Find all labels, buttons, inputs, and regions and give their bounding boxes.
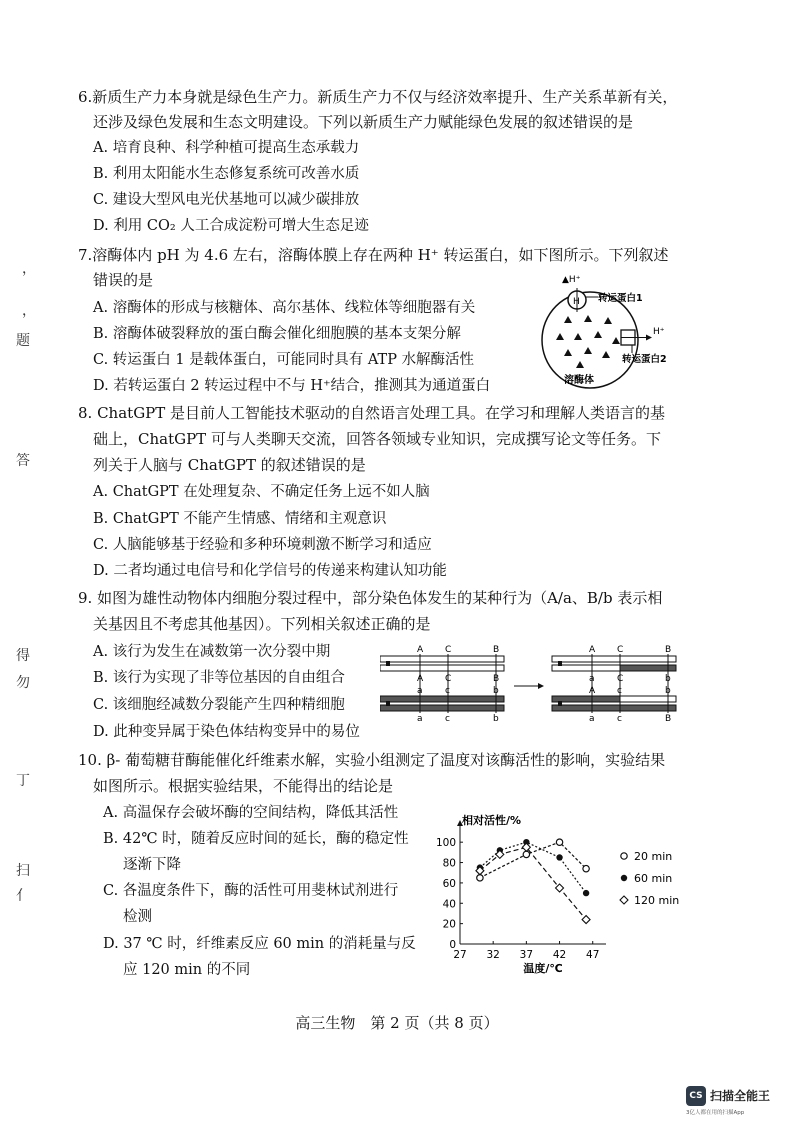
y-tick-label: 60 bbox=[442, 877, 456, 890]
gene-label: a bbox=[589, 674, 595, 684]
option-d: D. 此种变异属于染色体结构变异中的易位 bbox=[93, 724, 360, 740]
margin-mark: 得 bbox=[16, 648, 30, 664]
gene-label: b bbox=[493, 714, 499, 722]
question-stem-line: 错误的是 bbox=[93, 271, 154, 289]
gene-label: C bbox=[445, 674, 452, 684]
series-line bbox=[480, 842, 586, 893]
gene-label: b bbox=[493, 686, 499, 696]
option-b-continued: 逐渐下降 bbox=[123, 857, 181, 873]
margin-mark: ， bbox=[22, 303, 36, 319]
option-d: D. 利用 CO₂ 人工合成淀粉可增大生态足迹 bbox=[93, 218, 369, 234]
lysosome-label: 溶酶体 bbox=[564, 375, 594, 386]
gene-label: A bbox=[589, 686, 596, 696]
scanner-logo: CS bbox=[686, 1086, 706, 1106]
gene-label: a bbox=[589, 714, 595, 722]
option-c-continued: 检测 bbox=[123, 909, 152, 925]
data-point bbox=[583, 865, 589, 871]
y-tick-label: 20 bbox=[442, 918, 456, 931]
option-c: C. 各温度条件下，酶的活性可用斐林试剂进行 bbox=[103, 883, 399, 899]
h-plus-triangles bbox=[556, 315, 620, 368]
data-point bbox=[620, 896, 628, 904]
question-stem-line: 8. ChatGPT 是目前人工智能技术驱动的自然语言处理工具。在学习和理解人类语言的基 bbox=[78, 404, 666, 422]
margin-mark: 丁 bbox=[16, 773, 30, 789]
margin-mark: 题 bbox=[16, 333, 30, 349]
gene-label: c bbox=[445, 686, 450, 696]
data-point bbox=[556, 884, 564, 892]
y-axis-label: 相对活性/% bbox=[462, 814, 522, 827]
data-point bbox=[621, 875, 627, 881]
lysosome-figure bbox=[528, 268, 708, 396]
x-tick-label: 42 bbox=[552, 949, 567, 961]
question-stem-line: 关基因且不考虑其他基因）。下列相关叙述正确的是 bbox=[93, 615, 431, 633]
page-footer: 高三生物 第 2 页（共 8 页） bbox=[295, 1014, 499, 1032]
gene-label: A bbox=[417, 645, 424, 655]
chromosome-figure bbox=[380, 640, 680, 722]
gene-label: b bbox=[665, 674, 671, 684]
data-point bbox=[582, 916, 590, 924]
option-b: B. 42℃ 时，随着反应时间的延长，酶的稳定性 bbox=[103, 831, 409, 847]
question-stem-line: 础上，ChatGPT 可与人类聊天交流，回答各领域专业知识，完成撰写论文等任务。下 bbox=[93, 430, 661, 448]
legend-label: 120 min bbox=[634, 894, 680, 907]
x-tick-label: 37 bbox=[519, 949, 534, 961]
option-a: A. 该行为发生在减数第一次分裂中期 bbox=[93, 644, 331, 660]
margin-mark: ， bbox=[22, 261, 36, 277]
scanner-watermark bbox=[686, 1086, 786, 1116]
question-stem-line: 10. β- 葡萄糖苷酶能催化纤维素水解，实验小组测定了温度对该酶活性的影响，实验结果 bbox=[78, 751, 666, 769]
chromosome-pair-before bbox=[380, 645, 504, 722]
scanner-app-name: 扫描全能王 bbox=[710, 1089, 771, 1103]
margin-mark: 扫 bbox=[16, 863, 30, 879]
chromosome-pair-after bbox=[552, 645, 676, 722]
option-d-continued: 应 120 min 的不同 bbox=[123, 962, 251, 978]
y-tick-label: 100 bbox=[435, 837, 456, 850]
legend-label: 20 min bbox=[634, 850, 673, 863]
option-b: B. 利用太阳能水生态修复系统可改善水质 bbox=[93, 166, 360, 182]
scanner-tagline: 3亿人都在用的扫描App bbox=[686, 1110, 745, 1116]
option-a: A. 高温保存会破坏酶的空间结构，降低其活性 bbox=[103, 805, 399, 821]
gene-label: c bbox=[445, 714, 450, 722]
option-b: B. ChatGPT 不能产生情感、情绪和主观意识 bbox=[93, 511, 387, 527]
gene-label: A bbox=[417, 674, 424, 684]
option-d: D. 若转运蛋白 2 转运过程中不与 H⁺结合，推测其为通道蛋白 bbox=[93, 378, 491, 394]
series-60-min bbox=[477, 839, 590, 896]
question-stem-line: 7.溶酶体内 pH 为 4.6 左右，溶酶体膜上存在两种 H⁺ 转运蛋白，如下图所示。下列叙述 bbox=[78, 246, 669, 264]
gene-label: a bbox=[417, 686, 423, 696]
margin-mark: 亻 bbox=[16, 888, 30, 904]
data-point bbox=[477, 875, 483, 881]
option-d: D. 37 ℃ 时，纤维素反应 60 min 的消耗量与反 bbox=[103, 936, 416, 952]
transport-protein-1-label: 转运蛋白1 bbox=[598, 293, 643, 304]
data-point bbox=[621, 853, 627, 859]
question-stem-line: 还涉及绿色发展和生态文明建设。下列以新质生产力赋能绿色发展的叙述错误的是 bbox=[93, 113, 634, 131]
process-arrow bbox=[514, 683, 544, 689]
gene-label: a bbox=[417, 714, 423, 722]
gene-label: c bbox=[617, 686, 622, 696]
x-tick-label: 32 bbox=[486, 949, 500, 961]
data-point bbox=[583, 890, 589, 896]
h-plus-right-label: H⁺ bbox=[653, 327, 665, 337]
gene-label: B bbox=[665, 714, 672, 722]
series-line bbox=[480, 847, 586, 919]
question-stem-line: 如图所示。根据实验结果，不能得出的结论是 bbox=[93, 777, 394, 795]
legend-label: 60 min bbox=[634, 872, 673, 885]
gene-label: B bbox=[493, 645, 500, 655]
option-a: A. 溶酶体的形成与核糖体、高尔基体、线粒体等细胞器有关 bbox=[93, 300, 476, 316]
option-c: C. 该细胞经减数分裂能产生四种精细胞 bbox=[93, 697, 345, 713]
transport-protein-2-label: 转运蛋白2 bbox=[622, 354, 667, 365]
gene-label: b bbox=[665, 686, 671, 696]
gene-label: C bbox=[617, 645, 624, 655]
question-stem-line: 列关于人脑与 ChatGPT 的叙述错误的是 bbox=[93, 456, 366, 474]
question-stem-line: 6.新质生产力本身就是绿色生产力。新质生产力不仅与经济效率提升、生产关系革新有关， bbox=[78, 88, 678, 106]
gene-label: A bbox=[589, 645, 596, 655]
gene-label: C bbox=[445, 645, 452, 655]
h-label: H bbox=[573, 297, 580, 307]
option-d: D. 二者均通过电信号和化学信号的传递来构建认知功能 bbox=[93, 563, 447, 579]
option-c: C. 建设大型风电光伏基地可以减少碳排放 bbox=[93, 192, 360, 208]
x-tick-label: 47 bbox=[586, 949, 600, 961]
gene-label: c bbox=[617, 714, 622, 722]
gene-label: B bbox=[493, 674, 500, 684]
data-point bbox=[556, 839, 562, 845]
y-tick-label: 80 bbox=[442, 857, 456, 870]
option-b: B. 溶酶体破裂释放的蛋白酶会催化细胞膜的基本支架分解 bbox=[93, 326, 461, 342]
margin-mark: 答 bbox=[16, 453, 30, 469]
y-tick-label: 40 bbox=[442, 898, 456, 911]
option-a: A. 培育良种、科学种植可提高生态承载力 bbox=[93, 140, 360, 156]
gene-label: C bbox=[617, 674, 624, 684]
data-point bbox=[523, 851, 529, 857]
option-a: A. ChatGPT 在处理复杂、不确定任务上远不如人脑 bbox=[93, 484, 430, 500]
y-tick-label: 0 bbox=[449, 939, 456, 951]
option-c: C. 转运蛋白 1 是载体蛋白，可能同时具有 ATP 水解酶活性 bbox=[93, 352, 475, 368]
option-c: C. 人脑能够基于经验和多种环境刺激不断学习和适应 bbox=[93, 537, 432, 553]
h-plus-top-label: ▲H⁺ bbox=[562, 275, 581, 285]
gene-label: B bbox=[665, 645, 672, 655]
question-stem-line: 9. 如图为雄性动物体内细胞分裂过程中，部分染色体发生的某种行为（A/a、B/b 表示相 bbox=[78, 589, 663, 607]
x-axis-label: 温度/℃ bbox=[523, 962, 563, 974]
option-b: B. 该行为实现了非等位基因的自由组合 bbox=[93, 670, 345, 686]
margin-mark: 勿 bbox=[16, 675, 30, 691]
enzyme-activity-chart bbox=[428, 812, 690, 974]
x-tick-label: 27 bbox=[453, 949, 467, 961]
data-point bbox=[556, 854, 562, 860]
